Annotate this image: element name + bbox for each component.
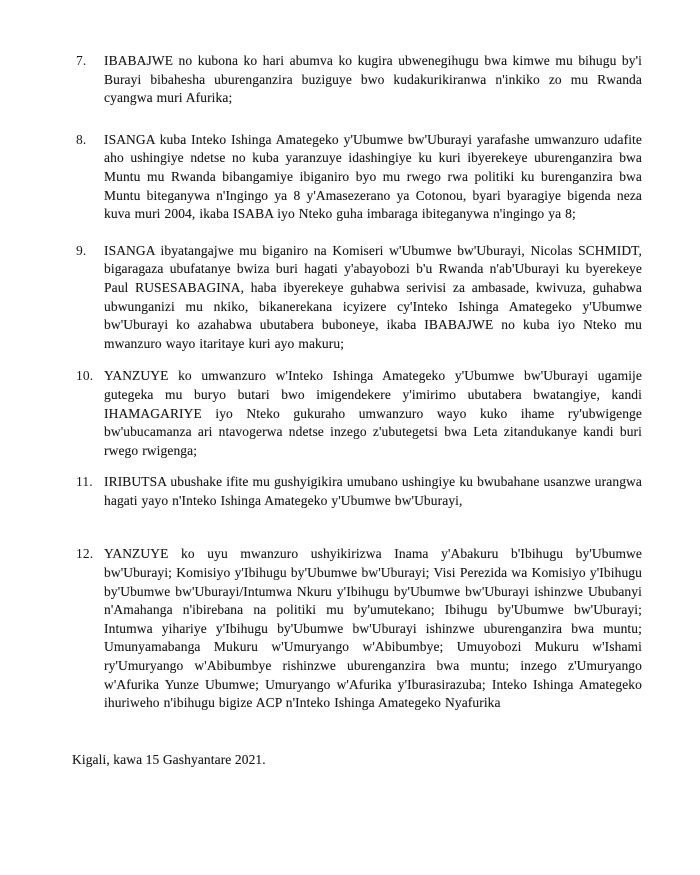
item-number: 12. [76,546,94,562]
item-number: 9. [76,242,87,258]
place-date-line: Kigali, kawa 15 Gashyantare 2021. [72,751,266,767]
item-number: 7. [76,53,87,68]
item-text: IBABAJWE no kubona ko hari abumva ko kugira ubwenegihugu bwa kimwe mu bihugu by'i Burayi bibahesha uburenganzira buziguye bwo kudakurikiranwa n'inkiko zo mu Rwanda cyangwa muri Afurika; [104,53,642,106]
item-text: IRIBUTSA ubushake ifite mu gushyigikira umubano ushingiye ku bwubahane usanzwe urangwa hagati yayo n'Inteko Ishinga Amategeko y'Ubumwe bw'Uburayi, [104,474,642,508]
numbered-paragraph-list [76,52,642,713]
item-text: YANZUYE ko uyu mwanzuro ushyikirizwa Inama y'Abakuru b'Ibihugu by'Ubumwe bw'Uburayi; Komisiyo y'Ibihugu by'Ubumwe bw'Uburayi; Visi Perezida wa Komisiyo y'Ibihugu by'Ubumwe bw'Uburayi/Intumwa Nkuru y'Ibihugu by'Ubumwe bw'Uburayi ishinzwe Ububanyi n'Amahanga n'ibirebana na politiki mu by'umutekano; Ibihugu by'Ubumwe bw'Uburayi; Intumwa yihariye y'Ibihugu by'Ubumwe bw'Uburayi ishinzwe uburenganzira bwa muntu; Umunyamabanga Mukuru w'Umuryango w'Abibumbye; Umuyobozi Mukuru w'Ishami ry'Umuryango w'Abibumbye rishinzwe uburenganzira bwa muntu; inzego z'Umuryango w'Afurika Yunze Ubumwe; Umuryango w'Afurika y'Iburasirazuba; Inteko Ishinga Amategeko ihuriweho n'ibihugu bigize ACP n'Inteko Ishinga Amategeko Nyafurika [104,546,642,711]
list-item-11 [76,473,642,510]
list-item-8 [76,131,642,224]
list-item-7 [76,52,642,108]
item-number: 10. [76,368,94,384]
list-item-9 [76,242,642,354]
list-item-12 [76,545,642,712]
item-number: 8. [76,131,87,147]
item-number: 11. [76,474,93,490]
item-text: ISANGA ibyatangajwe mu biganiro na Komiseri w'Ubumwe bw'Uburayi, Nicolas SCHMIDT, bigaragaza ubufatanye bwiza buri hagati y'abayobozi b'u Rwanda n'ab'Uburayi ku byerekeye Paul RUSESABAGINA, haba ibyerekeye guhabwa serivisi za ambasade, kwivuza, guhabwa ubwunganizi mu nkiko, bikanerekana icyizere cy'Inteko Ishinga Amategeko y'Ubumwe bw'Uburayi ko azahabwa ubutabera buboneye, ikaba IBABAJWE no kuba iyo Nteko mu mwanzuro wayo itaritaye kuri ayo makuru; [104,242,642,351]
list-item-10 [76,367,642,460]
item-text: YANZUYE ko umwanzuro w'Inteko Ishinga Amategeko y'Ubumwe bw'Uburayi ugamije gutegeka mu buryo butari bwo imigendekere y'imirimo ubutabera bwatangiye, kandi IHAMAGARIYE iyo Nteko gukuraho umwanzuro wayo kuko ihame ry'ubwigenge bw'ubucamanza ari ntavogerwa ndetse inzego z'ubutegetsi bwa Leta zitandukanye kandi buri rwego rwigenga; [104,368,642,458]
item-text: ISANGA kuba Inteko Ishinga Amategeko y'Ubumwe bw'Uburayi yarafashe umwanzuro udafite aho ushingiye ndetse no kuba yaranzuye idashingiye ku kuri ibyerekeye uburenganzira bwa Muntu mu Rwanda bibangamiye ibiganiro byo mu rwego rwa politiki ku burenganzira bwa Muntu biteganywa n'Ingingo ya 8 y'Amasezerano ya Cotonou, byari byaragiye bigenda neza kuva muri 2004, ikaba ISABA iyo Nteko guha imbaraga ibiteganywa n'ingingo ya 8; [104,131,642,222]
